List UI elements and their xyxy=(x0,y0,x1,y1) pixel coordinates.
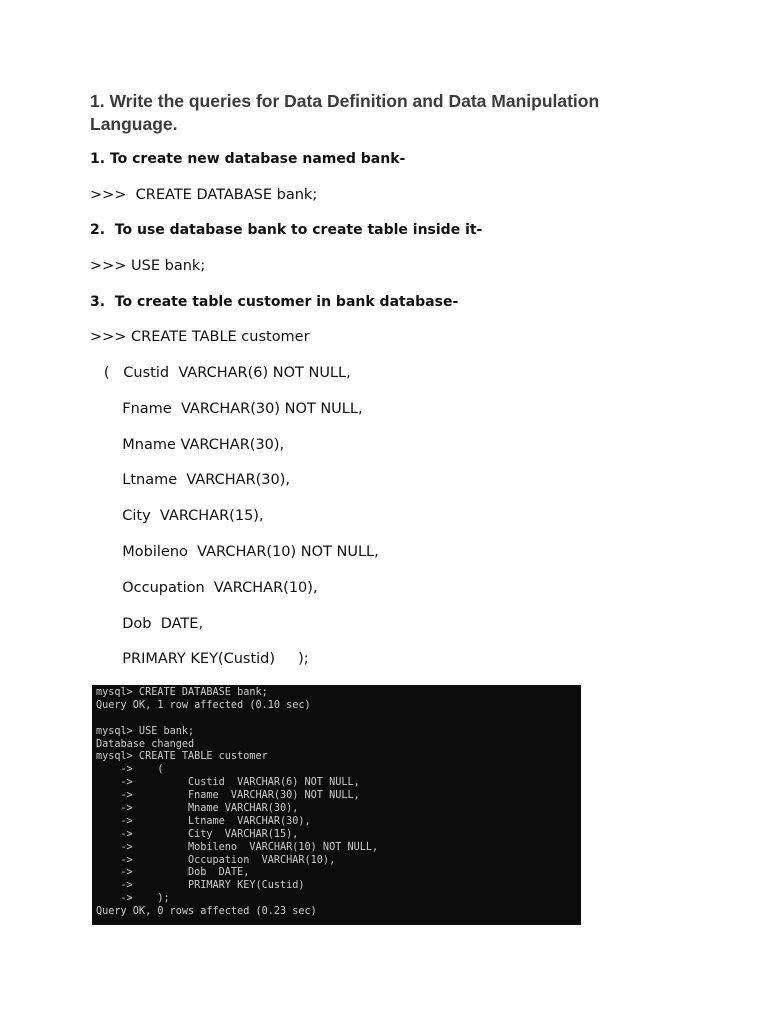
terminal-line: mysql> USE bank; xyxy=(96,725,195,737)
column-city: City VARCHAR(15), xyxy=(90,508,264,524)
terminal-line: -> PRIMARY KEY(Custid) xyxy=(96,880,305,892)
column-occupation: Occupation VARCHAR(10), xyxy=(90,580,318,596)
terminal-line: Database changed xyxy=(96,738,195,750)
primary-key-line: PRIMARY KEY(Custid) ); xyxy=(90,651,309,667)
terminal-line: mysql> CREATE DATABASE bank; xyxy=(96,687,268,698)
terminal-line: -> Mname VARCHAR(30), xyxy=(96,803,299,815)
column-mname: Mname VARCHAR(30), xyxy=(90,437,285,453)
query-create-table: >>> CREATE TABLE customer xyxy=(90,329,310,345)
terminal-line: Query OK, 0 rows affected (0.23 sec) xyxy=(96,906,317,918)
terminal-line: -> ); xyxy=(96,893,170,905)
mysql-terminal-screenshot xyxy=(92,685,581,925)
column-dob: Dob DATE, xyxy=(90,616,204,632)
column-custid: ( Custid VARCHAR(6) NOT NULL, xyxy=(90,365,351,381)
step-1-title: 1. To create new database named bank- xyxy=(90,151,406,167)
step-3-title: 3. To create table customer in bank database- xyxy=(90,294,459,310)
column-fname: Fname VARCHAR(30) NOT NULL, xyxy=(90,401,363,417)
terminal-line: Query OK, 1 row affected (0.10 sec) xyxy=(96,699,311,711)
terminal-line: -> Occupation VARCHAR(10), xyxy=(96,854,336,866)
terminal-line: mysql> CREATE TABLE customer xyxy=(96,751,268,763)
query-use-bank: >>> USE bank; xyxy=(90,258,206,274)
column-ltname: Ltname VARCHAR(30), xyxy=(90,472,291,488)
terminal-line: -> ( xyxy=(96,764,164,776)
terminal-line: -> City VARCHAR(15), xyxy=(96,828,299,840)
terminal-line: -> Mobileno VARCHAR(10) NOT NULL, xyxy=(96,841,379,853)
terminal-line: -> Dob DATE, xyxy=(96,867,250,879)
terminal-line xyxy=(96,713,581,726)
terminal-line: -> Custid VARCHAR(6) NOT NULL, xyxy=(96,777,360,789)
query-create-database: >>> CREATE DATABASE bank; xyxy=(90,187,318,203)
step-2-title: 2. To use database bank to create table inside it- xyxy=(90,222,483,238)
column-mobileno: Mobileno VARCHAR(10) NOT NULL, xyxy=(90,544,379,560)
terminal-line: -> Fname VARCHAR(30) NOT NULL, xyxy=(96,790,360,802)
terminal-line: -> Ltname VARCHAR(30), xyxy=(96,815,311,827)
section-heading: 1. Write the queries for Data Definition and Data Manipulation Language. xyxy=(90,91,600,134)
